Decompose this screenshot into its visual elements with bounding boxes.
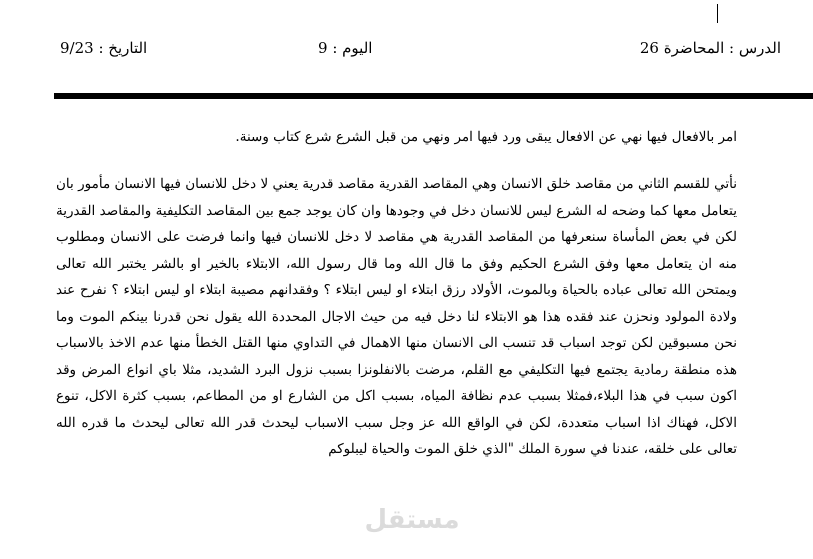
header-date: التاريخ : 9/23 xyxy=(60,39,148,57)
paragraph-2: نأتي للقسم الثاني من مقاصد خلق الانسان وهي المقاصد القدرية مقاصد قدرية يعني لا دخل للانسان فيها الانسان مأمور بان يتعامل معها كما وضحه له الشرع ليس للانسان دخل في وجودها وان كان يوجد جمع بين المقاصد التكليفية والمقاصد القدرية لكن في بعض المأساة سنعرفها من المقاصد القدرية هي مقاصد لا دخل للانسان فيها وانما فرضت على الانسان ومطلوب منه ان يتعامل معها وفق الشرع الحكيم وفق ما قال الله وما قال رسول الله، الابتلاء بالخير او بالشر يختبر الله تعالى ويمتحن الله تعالى عباده بالحياة وبالموت، الأولاد رزق ابتلاء او ليس ابتلاء ؟ وفقدانهم مصيبة ابتلاء او ليس ابتلاء ؟ نفرح عند ولادة المولود ونحزن عند فقده هذا هو الابتلاء لنا دخل فيه من حيث الاجال المحددة الله يقول نحن قدرنا بينكم الموت وما نحن مسبوقين لكن توجد اسباب قد تنسب الى الانسان منها الاهمال في التداوي منها القتل الخطأ منها عدم الاخذ بالاسباب هذه منطقة رمادية يجتمع فيها التكليفي مع القلم، مرضت بالانفلونزا بسبب نزول البرد الشديد، مثلا باي انواع المرض وقد اكون سبب في هذا البلاء،فمثلا بسبب عدم نظافة المياه، بسبب اكل من الشارع او من المطاعم، بسبب كثرة الاكل، تنوع الاكل، فهناك اذا اسباب متعددة، لكن في الواقع الله عز وجل سبب الاسباب ليحدث قدر الله تعالى ليحدث ما قدره الله تعالى على خلقه، عندنا في سورة الملك "الذي خلق الموت والحياة ليبلوكم xyxy=(56,176,737,457)
text-cursor xyxy=(717,4,718,23)
header-divider xyxy=(54,93,813,99)
header-day: اليوم : 9 xyxy=(318,39,373,57)
header-lesson: الدرس : المحاضرة 26 xyxy=(639,39,781,57)
watermark-logo: مستقل xyxy=(364,505,460,535)
paragraph-1: امر بالافعال فيها نهي عن الافعال يبقى ورد فيها امر ونهي من قبل الشرع شرع كتاب وسنة. xyxy=(235,129,737,145)
